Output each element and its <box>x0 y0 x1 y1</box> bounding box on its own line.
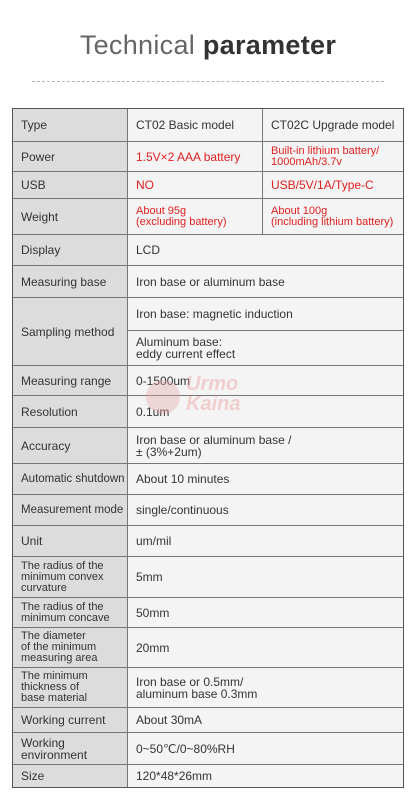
resolution-value: 0.1um <box>128 396 403 428</box>
power-basic: 1.5V×2 AAA battery <box>128 142 263 172</box>
header-basic-model: CT02 Basic model <box>128 109 263 142</box>
working-environment-label: Working environment <box>13 733 128 765</box>
header-type-label: Type <box>13 109 128 142</box>
size-value: 120*48*26mm <box>128 765 403 787</box>
accuracy-label: Accuracy <box>13 428 128 464</box>
power-upgrade: Built-in lithium battery/ 1000mAh/3.7v <box>263 142 403 172</box>
measuring-base-label: Measuring base <box>13 266 128 298</box>
measuring-range-label: Measuring range <box>13 366 128 396</box>
usb-label: USB <box>13 172 128 199</box>
header-upgrade-model: CT02C Upgrade model <box>263 109 403 142</box>
unit-value: um/mil <box>128 526 403 557</box>
automatic-shutdown-label: Automatic shutdown <box>13 464 128 495</box>
min-thickness-value: Iron base or 0.5mm/ aluminum base 0.3mm <box>128 668 403 708</box>
measuring-range-value: 0-1500um <box>128 366 403 396</box>
resolution-label: Resolution <box>13 396 128 428</box>
display-label: Display <box>13 235 128 266</box>
usb-upgrade: USB/5V/1A/Type-C <box>263 172 403 199</box>
page-title-light: Technical <box>79 30 196 60</box>
working-environment-value: 0~50℃/0~80%RH <box>128 733 403 765</box>
measuring-area-diameter-label: The diameter of the minimum measuring area <box>13 628 128 668</box>
watermark-text: Urmo Kaina <box>186 373 241 415</box>
spec-table <box>12 108 404 788</box>
concave-radius-value: 50mm <box>128 598 403 628</box>
unit-label: Unit <box>13 526 128 557</box>
weight-label: Weight <box>13 199 128 235</box>
accuracy-value: Iron base or aluminum base / ± (3%+2um) <box>128 428 403 464</box>
convex-radius-label: The radius of the minimum convex curvature <box>13 557 128 598</box>
size-label: Size <box>13 765 128 787</box>
page-title-bold: parameter <box>202 30 337 60</box>
sampling-method-value-aluminum: Aluminum base: eddy current effect <box>128 331 403 366</box>
automatic-shutdown-value: About 10 minutes <box>128 464 403 495</box>
page-title <box>0 30 416 61</box>
weight-basic: About 95g (excluding battery) <box>128 199 263 235</box>
concave-radius-label: The radius of the minimum concave <box>13 598 128 628</box>
measuring-base-value: Iron base or aluminum base <box>128 266 403 298</box>
measurement-mode-value: single/continuous <box>128 495 403 526</box>
sampling-method-label: Sampling method <box>13 298 128 366</box>
weight-upgrade: About 100g (including lithium battery) <box>263 199 403 235</box>
power-label: Power <box>13 142 128 172</box>
working-current-value: About 30mA <box>128 708 403 733</box>
min-thickness-label: The minimum thickness of base material <box>13 668 128 708</box>
title-divider <box>32 81 384 82</box>
measurement-mode-label: Measurement mode <box>13 495 128 526</box>
working-current-label: Working current <box>13 708 128 733</box>
sampling-method-value-iron: Iron base: magnetic induction <box>128 298 403 331</box>
display-value: LCD <box>128 235 403 266</box>
convex-radius-value: 5mm <box>128 557 403 598</box>
usb-basic: NO <box>128 172 263 199</box>
measuring-area-diameter-value: 20mm <box>128 628 403 668</box>
